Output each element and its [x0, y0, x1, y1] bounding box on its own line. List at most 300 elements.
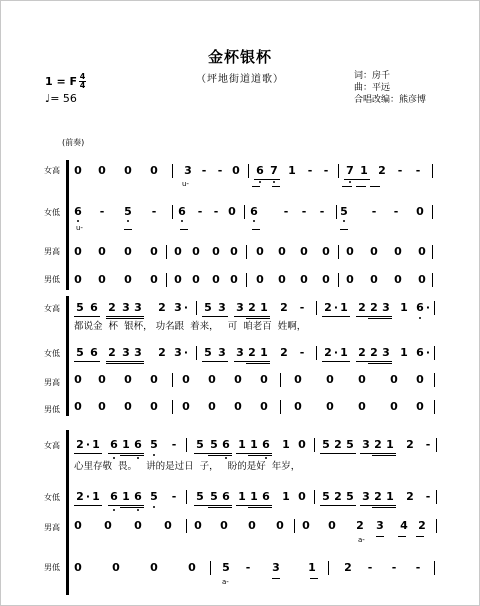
- note: 5: [322, 438, 330, 451]
- note: 0: [416, 400, 424, 413]
- note: 0: [98, 373, 106, 386]
- beam-line: [74, 316, 100, 317]
- beam-line: [234, 316, 270, 317]
- note: 0: [256, 245, 264, 258]
- note: 2: [334, 438, 342, 451]
- note: 0: [346, 245, 354, 258]
- tempo-marking: ♩= 56: [45, 92, 77, 105]
- vowel-label: u-: [182, 180, 189, 188]
- note: 2: [344, 561, 352, 574]
- note: ·: [425, 346, 431, 359]
- beam-line: [124, 229, 132, 230]
- note: 1: [250, 490, 258, 503]
- octave-dot: [137, 509, 139, 511]
- note: 0: [182, 400, 190, 413]
- note: 1: [386, 490, 394, 503]
- note: 0: [124, 400, 132, 413]
- note: 2: [108, 301, 116, 314]
- beam-line: [108, 505, 144, 506]
- note: 6: [134, 438, 142, 451]
- note: 6: [90, 346, 98, 359]
- note: -: [393, 205, 399, 218]
- note: 1: [122, 490, 130, 503]
- vowel-label: a-: [358, 536, 365, 544]
- beam-line: [320, 453, 356, 454]
- barline: [434, 346, 435, 360]
- barline: [172, 164, 173, 178]
- beam-line: [74, 453, 102, 454]
- part-label-bass: 男低: [44, 275, 60, 284]
- note: 0: [182, 373, 190, 386]
- note: 2: [358, 346, 366, 359]
- note: -: [425, 438, 431, 451]
- staff-soprano-s1: [74, 164, 436, 188]
- note: 0: [150, 273, 158, 286]
- barline: [172, 373, 173, 387]
- note: 0: [192, 245, 200, 258]
- note: 0: [124, 164, 132, 177]
- note: 0: [220, 519, 228, 532]
- note: 4: [400, 519, 408, 532]
- note: ·: [85, 438, 91, 451]
- note: 0: [124, 245, 132, 258]
- beam-line: [194, 453, 232, 454]
- beam-line: [370, 186, 380, 187]
- note: 0: [212, 245, 220, 258]
- note: -: [371, 205, 377, 218]
- barline: [436, 519, 437, 533]
- beam-line: [236, 453, 272, 454]
- octave-dot: [77, 220, 79, 222]
- barline: [316, 346, 317, 360]
- note: ·: [333, 301, 339, 314]
- part-label-tenor: 男高: [44, 378, 60, 387]
- note: -: [397, 164, 403, 177]
- note: -: [319, 205, 325, 218]
- note: 0: [98, 245, 106, 258]
- note: 0: [212, 273, 220, 286]
- note: 5: [150, 490, 158, 503]
- note: 0: [98, 273, 106, 286]
- note: 2: [248, 301, 256, 314]
- note: 3: [382, 301, 390, 314]
- note: 0: [194, 519, 202, 532]
- note: 3: [122, 301, 130, 314]
- note: 1: [288, 164, 296, 177]
- beam-line: [272, 186, 280, 187]
- note: 5: [196, 438, 204, 451]
- barline: [294, 519, 295, 533]
- note: 1: [386, 438, 394, 451]
- note: 5: [222, 561, 230, 574]
- note: 3: [134, 346, 142, 359]
- note: 6: [74, 205, 82, 218]
- barline: [210, 561, 211, 575]
- beam-line: [272, 578, 280, 579]
- beam-line: [246, 363, 270, 364]
- part-label-bass: 男低: [44, 563, 60, 572]
- note: 0: [234, 400, 242, 413]
- beam-line: [356, 361, 392, 362]
- note: -: [151, 205, 157, 218]
- note: 3: [218, 301, 226, 314]
- note: 1: [260, 346, 268, 359]
- barline: [316, 301, 317, 315]
- note: 1: [308, 561, 316, 574]
- barline: [196, 301, 197, 315]
- beam-line: [108, 453, 144, 454]
- staff-tenor-s3: [74, 519, 436, 544]
- barline: [432, 273, 433, 287]
- beam-line: [320, 505, 356, 506]
- song-title: 金杯银杯: [207, 48, 272, 66]
- beam-line: [340, 229, 348, 230]
- note: -: [367, 561, 373, 574]
- note: -: [299, 301, 305, 314]
- staff-alto-s1: [74, 205, 436, 232]
- note: 2: [334, 490, 342, 503]
- lyrics-line-2: 心里存敬 畏。 讲的是过日 子， 盼的是好 年岁，: [74, 461, 301, 472]
- note: 3: [236, 301, 244, 314]
- note: 3: [382, 346, 390, 359]
- beam-line: [234, 361, 270, 362]
- note: 1: [340, 301, 348, 314]
- note: 2: [158, 301, 166, 314]
- note: 0: [322, 273, 330, 286]
- part-label-alto: 女低: [44, 208, 60, 217]
- note: 0: [208, 373, 216, 386]
- lyrics-line-1: 都说金 杯 银杯， 功名跟 着来， 可 咱老百 姓啊，: [74, 321, 307, 332]
- note: 0: [278, 273, 286, 286]
- note: -: [99, 205, 105, 218]
- note: 0: [188, 561, 196, 574]
- note: 1: [92, 490, 100, 503]
- note: 0: [98, 164, 106, 177]
- note: -: [171, 438, 177, 451]
- octave-dot: [127, 220, 129, 222]
- barline: [186, 519, 187, 533]
- note: 0: [124, 373, 132, 386]
- staff-tenor-s2: [76, 373, 436, 387]
- beam-line: [120, 507, 144, 508]
- note: 2: [158, 346, 166, 359]
- note: 0: [150, 164, 158, 177]
- barline: [280, 373, 281, 387]
- beam-line: [106, 361, 144, 362]
- note: 5: [210, 438, 218, 451]
- beam-line: [106, 363, 144, 364]
- part-label-alto: 女低: [44, 349, 60, 358]
- barline: [338, 273, 339, 287]
- note: ·: [333, 346, 339, 359]
- note: 6: [110, 490, 118, 503]
- beam-line: [322, 316, 350, 317]
- note: 5: [346, 438, 354, 451]
- note: 1: [238, 490, 246, 503]
- barline: [314, 438, 315, 452]
- barline: [434, 400, 435, 414]
- note: 3: [236, 346, 244, 359]
- note: -: [213, 205, 219, 218]
- note: 0: [298, 490, 306, 503]
- note: 0: [164, 519, 172, 532]
- note: 3: [272, 561, 280, 574]
- note: 3: [122, 346, 130, 359]
- note: 0: [112, 561, 120, 574]
- note: -: [171, 490, 177, 503]
- barline: [166, 245, 167, 259]
- part-label-soprano: 女高: [44, 441, 60, 450]
- note: 6: [110, 438, 118, 451]
- note: 0: [74, 373, 82, 386]
- note: 5: [204, 346, 212, 359]
- note: 1: [122, 438, 130, 451]
- note: 2: [356, 519, 364, 532]
- note: 0: [98, 400, 106, 413]
- time-signature: [79, 73, 86, 90]
- note: 2: [370, 346, 378, 359]
- note: 6: [256, 164, 264, 177]
- note: 0: [370, 273, 378, 286]
- beam-line: [202, 316, 228, 317]
- note: 0: [278, 245, 286, 258]
- note: 0: [326, 373, 334, 386]
- octave-dot: [343, 220, 345, 222]
- note: -: [391, 561, 397, 574]
- beam-line: [372, 455, 396, 456]
- octave-dot: [273, 181, 275, 183]
- octave-dot: [113, 509, 115, 511]
- beam-line: [208, 507, 232, 508]
- note: 0: [256, 273, 264, 286]
- note: 2: [406, 490, 414, 503]
- beam-line: [106, 316, 144, 317]
- staff-soprano-s3: [76, 438, 436, 452]
- note: 0: [150, 245, 158, 258]
- barline: [432, 164, 433, 178]
- staff-alto-s2: [76, 346, 436, 360]
- note: 2: [358, 301, 366, 314]
- note: -: [307, 164, 313, 177]
- beam-line: [74, 505, 102, 506]
- note: 1: [250, 438, 258, 451]
- barline: [434, 301, 435, 315]
- note: 0: [418, 245, 426, 258]
- octave-dot: [181, 220, 183, 222]
- beam-line: [368, 363, 392, 364]
- song-subtitle: （坪地街道道歌）: [196, 74, 284, 85]
- note: 1: [340, 346, 348, 359]
- note: 5: [322, 490, 330, 503]
- part-label-soprano: 女高: [44, 304, 60, 313]
- part-label-tenor: 男高: [44, 247, 60, 256]
- beam-line: [194, 505, 232, 506]
- staff-bass-s1: [76, 273, 436, 287]
- note: 0: [74, 400, 82, 413]
- note: 2: [370, 301, 378, 314]
- staff-tenor-s1: [76, 245, 436, 259]
- barline: [246, 273, 247, 287]
- beam-line: [344, 179, 370, 180]
- barline: [172, 205, 173, 219]
- barline: [338, 245, 339, 259]
- note: 2: [280, 346, 288, 359]
- beam-line: [356, 186, 366, 187]
- part-label-tenor: 男高: [44, 523, 60, 532]
- note: -: [283, 205, 289, 218]
- note: 0: [294, 373, 302, 386]
- composer-credit: 曲：平远: [354, 83, 391, 93]
- note: 2: [76, 490, 84, 503]
- barline: [186, 438, 187, 452]
- barline: [434, 561, 435, 575]
- system-1-brace: [66, 160, 69, 290]
- note: 1: [282, 490, 290, 503]
- note: 0: [328, 519, 336, 532]
- barline: [434, 373, 435, 387]
- note: 6: [178, 205, 186, 218]
- note: 0: [418, 273, 426, 286]
- note: 0: [124, 273, 132, 286]
- note: 0: [234, 373, 242, 386]
- note: ·: [183, 346, 189, 359]
- note: 2: [324, 301, 332, 314]
- barline: [246, 245, 247, 259]
- lyricist-credit: 词：房千: [354, 71, 391, 81]
- beam-line: [360, 505, 396, 506]
- barline: [166, 273, 167, 287]
- note: 0: [232, 164, 240, 177]
- note: 1: [238, 438, 246, 451]
- note: -: [245, 561, 251, 574]
- note: 1: [360, 164, 368, 177]
- note: 0: [390, 373, 398, 386]
- part-label-bass: 男低: [44, 405, 60, 414]
- note: 0: [298, 438, 306, 451]
- note: 0: [150, 373, 158, 386]
- beam-line: [252, 229, 260, 230]
- note: 5: [210, 490, 218, 503]
- note: 6: [222, 438, 230, 451]
- note: 3: [184, 164, 192, 177]
- note: 0: [74, 273, 82, 286]
- note: 5: [340, 205, 348, 218]
- octave-dot: [349, 181, 351, 183]
- beam-line: [416, 536, 424, 537]
- note: 6: [222, 490, 230, 503]
- note: 5: [346, 490, 354, 503]
- note: 3: [362, 438, 370, 451]
- arranger-credit: 合唱改编：熊彦博: [354, 95, 427, 105]
- barline: [432, 245, 433, 259]
- note: 0: [74, 519, 82, 532]
- note: -: [415, 164, 421, 177]
- note: 5: [196, 490, 204, 503]
- note: 0: [74, 245, 82, 258]
- note: 5: [76, 301, 84, 314]
- note: 1: [400, 346, 408, 359]
- note: 0: [260, 373, 268, 386]
- note: 0: [300, 273, 308, 286]
- note: 2: [108, 346, 116, 359]
- note: 0: [358, 373, 366, 386]
- octave-dot: [153, 506, 155, 508]
- note: 5: [124, 205, 132, 218]
- note: 0: [326, 400, 334, 413]
- note: 0: [302, 519, 310, 532]
- beam-line: [74, 361, 100, 362]
- note: 6: [250, 205, 258, 218]
- note: 3: [218, 346, 226, 359]
- note: 0: [390, 400, 398, 413]
- note: 0: [150, 400, 158, 413]
- note: 1: [400, 301, 408, 314]
- octave-dot: [253, 220, 255, 222]
- note: 0: [174, 273, 182, 286]
- note: 0: [150, 561, 158, 574]
- note: 6: [262, 490, 270, 503]
- octave-dot: [153, 454, 155, 456]
- beam-line: [202, 361, 228, 362]
- note: 2: [280, 301, 288, 314]
- note: -: [301, 205, 307, 218]
- note: 0: [74, 164, 82, 177]
- note: 2: [378, 164, 386, 177]
- barline: [172, 400, 173, 414]
- note: 6: [262, 438, 270, 451]
- vowel-label: a-: [222, 578, 229, 586]
- barline: [314, 490, 315, 504]
- note: 3: [174, 301, 182, 314]
- note: 1: [260, 301, 268, 314]
- note: 5: [76, 346, 84, 359]
- barline: [186, 490, 187, 504]
- note: 2: [76, 438, 84, 451]
- system-2-brace: [66, 296, 69, 416]
- octave-dot: [259, 181, 261, 183]
- barline: [280, 400, 281, 414]
- note: 2: [406, 438, 414, 451]
- note: 0: [394, 273, 402, 286]
- time-signature-bottom: 4: [79, 81, 86, 90]
- beam-line: [208, 455, 232, 456]
- beam-line: [356, 316, 392, 317]
- note: 0: [104, 519, 112, 532]
- beam-line: [236, 505, 272, 506]
- note: 0: [394, 245, 402, 258]
- note: 0: [248, 519, 256, 532]
- note: ·: [183, 301, 189, 314]
- staff-bass-s2: [76, 400, 436, 414]
- beam-line: [322, 361, 350, 362]
- note: 1: [282, 438, 290, 451]
- note: ·: [85, 490, 91, 503]
- note: 0: [370, 245, 378, 258]
- note: 0: [416, 373, 424, 386]
- vowel-label: u-: [76, 224, 83, 232]
- note: 0: [276, 519, 284, 532]
- note: 2: [374, 438, 382, 451]
- note: 0: [74, 561, 82, 574]
- octave-dot: [419, 317, 421, 319]
- note: 0: [192, 273, 200, 286]
- note: 6: [416, 346, 424, 359]
- note: 0: [174, 245, 182, 258]
- note: 3: [174, 346, 182, 359]
- barline: [328, 561, 329, 575]
- beam-line: [398, 536, 406, 537]
- note: -: [201, 164, 207, 177]
